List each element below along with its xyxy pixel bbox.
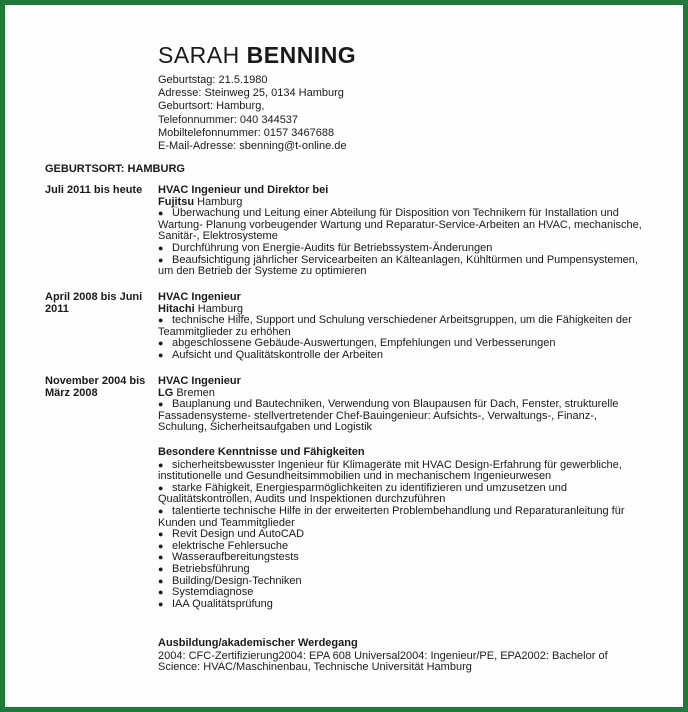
bullet-text: Revit Design und AutoCAD <box>172 528 305 541</box>
birthplace-line: Geburtsort: Hamburg, <box>158 100 265 113</box>
bullet-icon: ● <box>158 540 164 551</box>
bullet-icon: ● <box>158 505 164 516</box>
list-item <box>158 315 644 338</box>
contact-block <box>158 74 346 153</box>
list-item <box>158 208 644 243</box>
job-date: April 2008 bis Juni 2011 <box>45 291 143 315</box>
bullet-text: starke Fähigkeit, Energiesparmöglichkeiten zu identifizieren und umzusetzen und Qualitätskontrollen, Audits und Inspektionen durchzuführen <box>158 481 567 506</box>
job-body <box>158 292 644 362</box>
address-line: Adresse: Steinweg 25, 0134 Hamburg <box>158 87 344 100</box>
bullet-icon: ● <box>158 563 164 574</box>
bullet-icon: ● <box>158 529 164 540</box>
company-name: Fujitsu <box>158 195 195 208</box>
education-section <box>158 638 644 674</box>
list-item <box>158 599 644 611</box>
list-item <box>158 483 644 506</box>
bullet-icon: ● <box>158 254 164 265</box>
bullet-icon: ● <box>158 399 164 410</box>
job-title: HVAC Ingenieur <box>158 291 241 303</box>
job-title: HVAC Ingenieur <box>158 375 241 387</box>
person-name <box>158 42 356 69</box>
email-line: E-Mail-Adresse: sbenning@t-online.de <box>158 140 347 153</box>
bullet-text: sicherheitsbewusster Ingenieur für Klimageräte mit HVAC Design-Erfahrung für gewerbliche, institutionelle und Gesundheitsimmobilien und in mechanischem Ingenieurwesen <box>158 458 622 483</box>
bullet-text: Systemdiagnose <box>172 586 254 599</box>
list-item <box>158 399 644 434</box>
bullet-icon: ● <box>158 552 164 563</box>
company-city: Hamburg <box>197 195 243 208</box>
bullet-icon: ● <box>158 315 164 326</box>
education-text: 2004: CFC-Zertifizierung2004: EPA 608 Universal2004: Ingenieur/PE, EPA2002: Bachelor of Science: HVAC/Maschinenbau, Technische Universität Hamburg <box>158 649 608 674</box>
job-date: November 2004 bis März 2008 <box>45 375 146 399</box>
first-name: SARAH <box>158 42 240 68</box>
bullet-text: Durchführung von Energie-Audits für Betriebssystem-Änderungen <box>172 241 493 254</box>
bullet-text: technische Hilfe, Support und Schulung verschiedener Arbeitsgruppen, um die Fähigkeiten der Teammitglieder zu erhöhen <box>158 314 632 338</box>
job-body <box>158 376 644 434</box>
bullet-icon: ● <box>158 598 164 609</box>
list-item <box>158 350 644 362</box>
company-city: Hamburg <box>197 302 243 315</box>
job-title: HVAC Ingenieur und Direktor bei <box>158 184 329 196</box>
bullet-icon: ● <box>158 208 164 219</box>
mobile-line: Mobiltelefonnummer: 0157 3467688 <box>158 126 335 139</box>
bullet-text: abgeschlossene Gebäude-Auswertungen, Empfehlungen und Verbesserungen <box>172 337 556 350</box>
bullet-icon: ● <box>158 587 164 598</box>
bullet-text: Überwachung und Leitung einer Abteilung für Disposition von Technikern für Installation und Wartung- Planung vorbeugender Wartung und Reparatur-Service-Arbeiten an HVAC, mechanische, Sanitär-, Elektrosysteme <box>158 207 642 243</box>
bullet-text: Beaufsichtigung jährlicher Servicearbeiten an Kälteanlagen, Kühltürmen und Pumpensystemen, um den Betrieb der Systeme zu optimieren <box>158 253 638 278</box>
bullet-icon: ● <box>158 242 164 253</box>
bullet-text: Betriebsführung <box>172 562 250 575</box>
bullet-icon: ● <box>158 338 164 349</box>
bullet-icon: ● <box>158 575 164 586</box>
bullet-text: Building/Design-Techniken <box>172 574 302 587</box>
job-date: Juli 2011 bis heute <box>45 184 143 196</box>
company-name: Hitachi <box>158 302 195 315</box>
bullet-text: IAA Qualitätsprüfung <box>172 597 273 610</box>
company-name: LG <box>158 386 174 399</box>
bullet-text: Bauplanung und Bautechniken, Verwendung von Blaupausen für Dach, Fenster, strukturelle Fassadensysteme- stellvertretender Chef-Bauingenieur: Aufsichts-, Verwaltungs-, Finanz-, Schulung, Sicherheitsaufgaben und Logistik <box>158 398 619 434</box>
section-heading: GEBURTSORT: HAMBURG <box>45 163 185 175</box>
company-city: Bremen <box>176 386 215 399</box>
job-body <box>158 185 644 278</box>
bullet-icon: ● <box>158 459 164 470</box>
resume-page <box>5 5 683 707</box>
bullet-text: Wasseraufbereitungstests <box>172 551 299 564</box>
bullet-text: elektrische Fehlersuche <box>172 539 289 552</box>
list-item <box>158 255 644 278</box>
list-item <box>158 460 644 483</box>
list-item <box>158 506 644 529</box>
birthday-line: Geburtstag: 21.5.1980 <box>158 74 268 86</box>
bullet-text: Aufsicht und Qualitätskontrolle der Arbeiten <box>172 348 383 361</box>
education-title: Ausbildung/akademischer Werdegang <box>158 637 358 649</box>
last-name: BENNING <box>246 42 357 68</box>
skills-section <box>158 447 644 610</box>
bullet-text: talentierte technische Hilfe in der erweiterten Problembehandlung und Reparaturanleitung für Kunden und Teammitglieder <box>158 504 625 529</box>
skills-title: Besondere Kenntnisse und Fähigkeiten <box>158 446 365 458</box>
phone-line: Telefonnummer: 040 344537 <box>158 113 299 126</box>
bullet-icon: ● <box>158 482 164 493</box>
bullet-icon: ● <box>158 349 164 360</box>
